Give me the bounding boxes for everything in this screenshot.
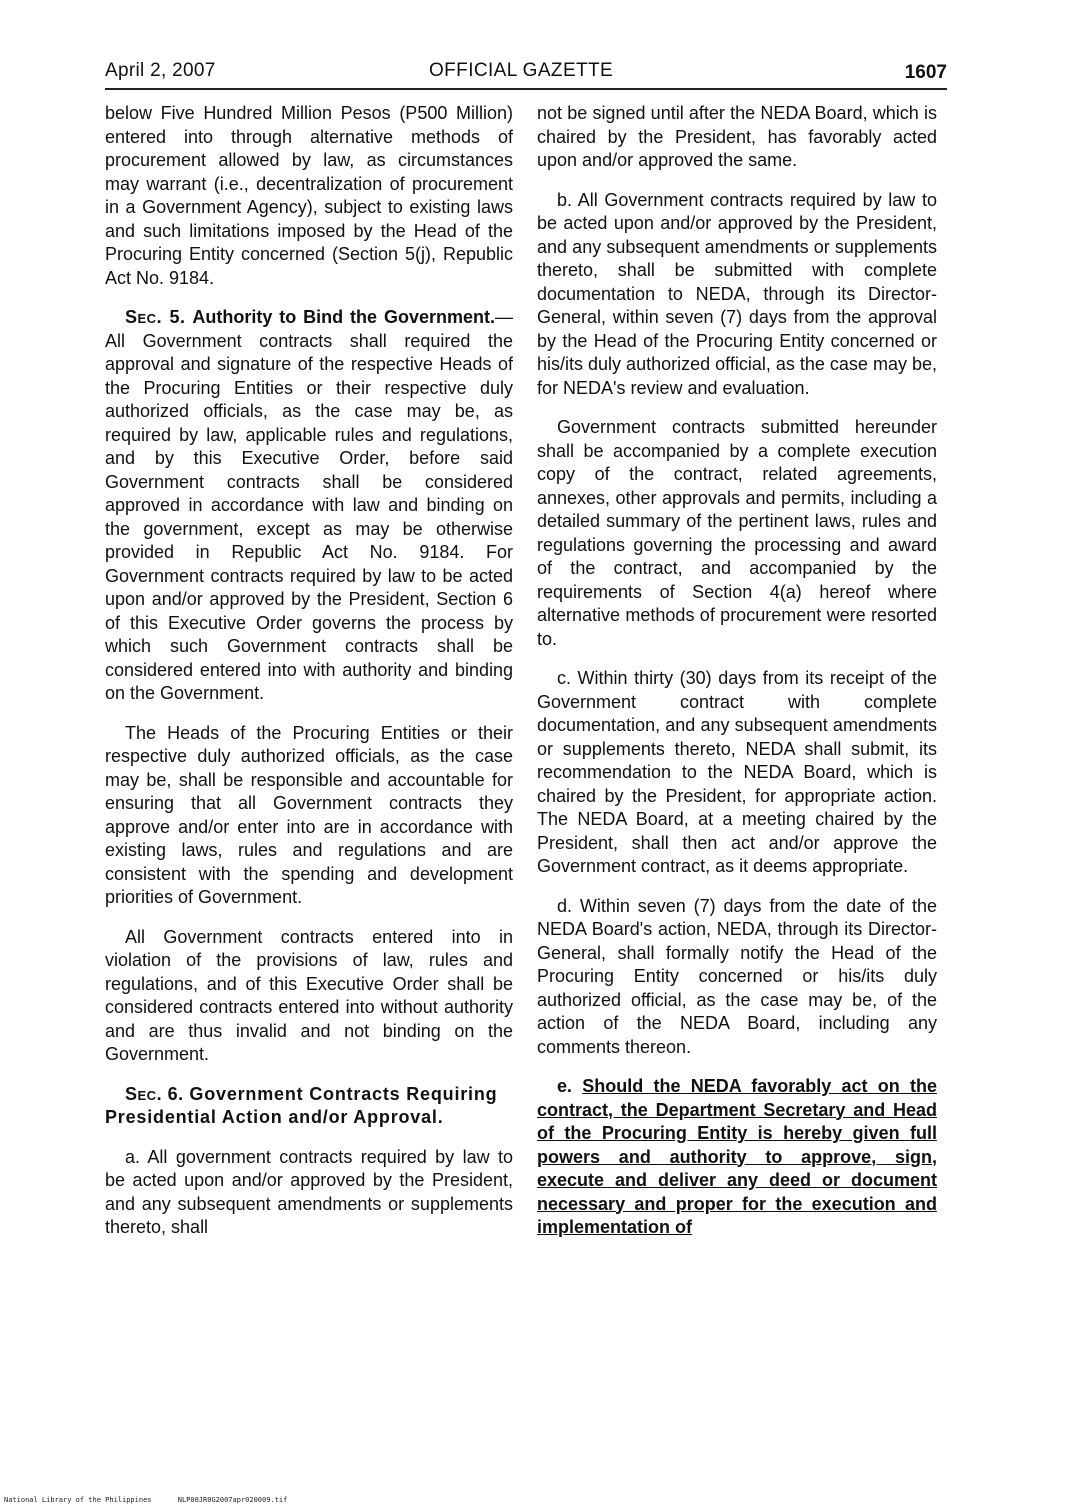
right-column [537, 102, 937, 1256]
paragraph: c. Within thirty (30) days from its receipt of the Government contract with complete documentation, and any subsequent amendments or supplements thereto, NEDA shall submit, its recommendation to the NEDA Board, which is chaired by the President, for appropriate action. The NEDA Board, at a meeting chaired by the President, shall then act and/or approve the Government contract, as it deems appropriate. [537, 668, 937, 876]
section-5-paragraph [105, 306, 513, 706]
section-title: Authority to Bind the Government. [192, 307, 495, 327]
section-title: Government Contracts Requiring Presidential Action and/or Approval. [105, 1083, 498, 1127]
paragraph: a. All government contracts required by law to be acted upon and/or approved by the President, and any subsequent amendments or supplements thereto, shall [105, 1146, 513, 1237]
paragraph: d. Within seven (7) days from the date of the NEDA Board's action, NEDA, through its Director-General, shall formally notify the Head of the Procuring Entity concerned or his/its duly authorized official, as the case may be, of the action of the NEDA Board, including any comments thereon. [537, 895, 937, 1057]
paragraph: Government contracts submitted hereunder shall be accompanied by a complete execution copy of the contract, related agreements, annexes, other approvals and permits, including a detailed summary of the pertinent laws, rules and regulations governing the processing and award of the contract, and accompanied by the requirements of Section 4(a) hereof where alternative methods of procurement were resorted to. [537, 417, 937, 649]
library-name: National Library of the Philippines [4, 1496, 152, 1504]
paragraph: All Government contracts entered into in violation of the provisions of law, rules and regulations, and of this Executive Order shall be considered contracts entered into without authority and are thus invalid and not binding on the Government. [105, 926, 513, 1064]
paragraph: b. All Government contracts required by law to be acted upon and/or approved by the President, and any subsequent amendments or supplements thereto, shall be submitted with complete documentation to NEDA, through its Director-General, within seven (7) days from the approval by the Head of the Procuring Entity concerned or his/its duly authorized official, as the case may be, for NEDA's review and evaluation. [537, 189, 937, 398]
paragraph: not be signed until after the NEDA Board, which is chaired by the President, has favorably acted upon and/or approved the same. [537, 103, 937, 170]
section-body: —All Government contracts shall required the approval and signature of the respective Heads of the Procuring Entities or their respective duly authorized officials, as the case may be, as required by law, applicable rules and regulations, and by this Executive Order, before said Government contracts shall be considered approved in accordance with law and binding on the government, except as may be otherwise provided in Republic Act No. 9184. For Government contracts required by law to be acted upon and/or approved by the President, Section 6 of this Executive Order governs the process by which such Government contracts shall be considered entered into with authority and binding on the Government. [105, 307, 513, 703]
section-6-heading [105, 1083, 513, 1130]
page-number: 1607 [904, 62, 947, 83]
paragraph: The Heads of the Procuring Entities or their respective duly authorized officials, as the case may be, shall be responsible and accountable for ensuring that all Government contracts they approve and/or enter into are in accordance with existing laws, rules and regulations and are consistent with the spending and development priorities of Government. [105, 722, 513, 907]
paragraph-e [537, 1075, 937, 1240]
page-header [105, 58, 947, 90]
paragraph: below Five Hundred Million Pesos (P500 Million) entered into through alternative methods of procurement allowed by law, as circumstances may warrant (i.e., decentralization of procurement in a Government Agency), subject to existing laws and such limitations imposed by the Head of the Procuring Entity concerned (Section 5(j), Republic Act No. 9184. [105, 103, 513, 288]
underlined-text: Should the NEDA favorably act on the contract, the Department Secretary and Head of the Procuring Entity is hereby given full powers and authority to approve, sign, execute and deliver any deed or document necessary and proper for the execution and implementation of [537, 1076, 937, 1237]
header-date: April 2, 2007 [105, 60, 216, 81]
header-title: OFFICIAL GAZETTE [429, 60, 614, 81]
item-label: e. [557, 1076, 573, 1096]
section-label: Sec. 6. [125, 1083, 184, 1104]
scan-footer [4, 1496, 309, 1504]
section-label: Sec. 5. [125, 307, 186, 327]
left-column [105, 102, 513, 1256]
file-name: NLP00JR0G2007apr020009.tif [177, 1496, 288, 1504]
